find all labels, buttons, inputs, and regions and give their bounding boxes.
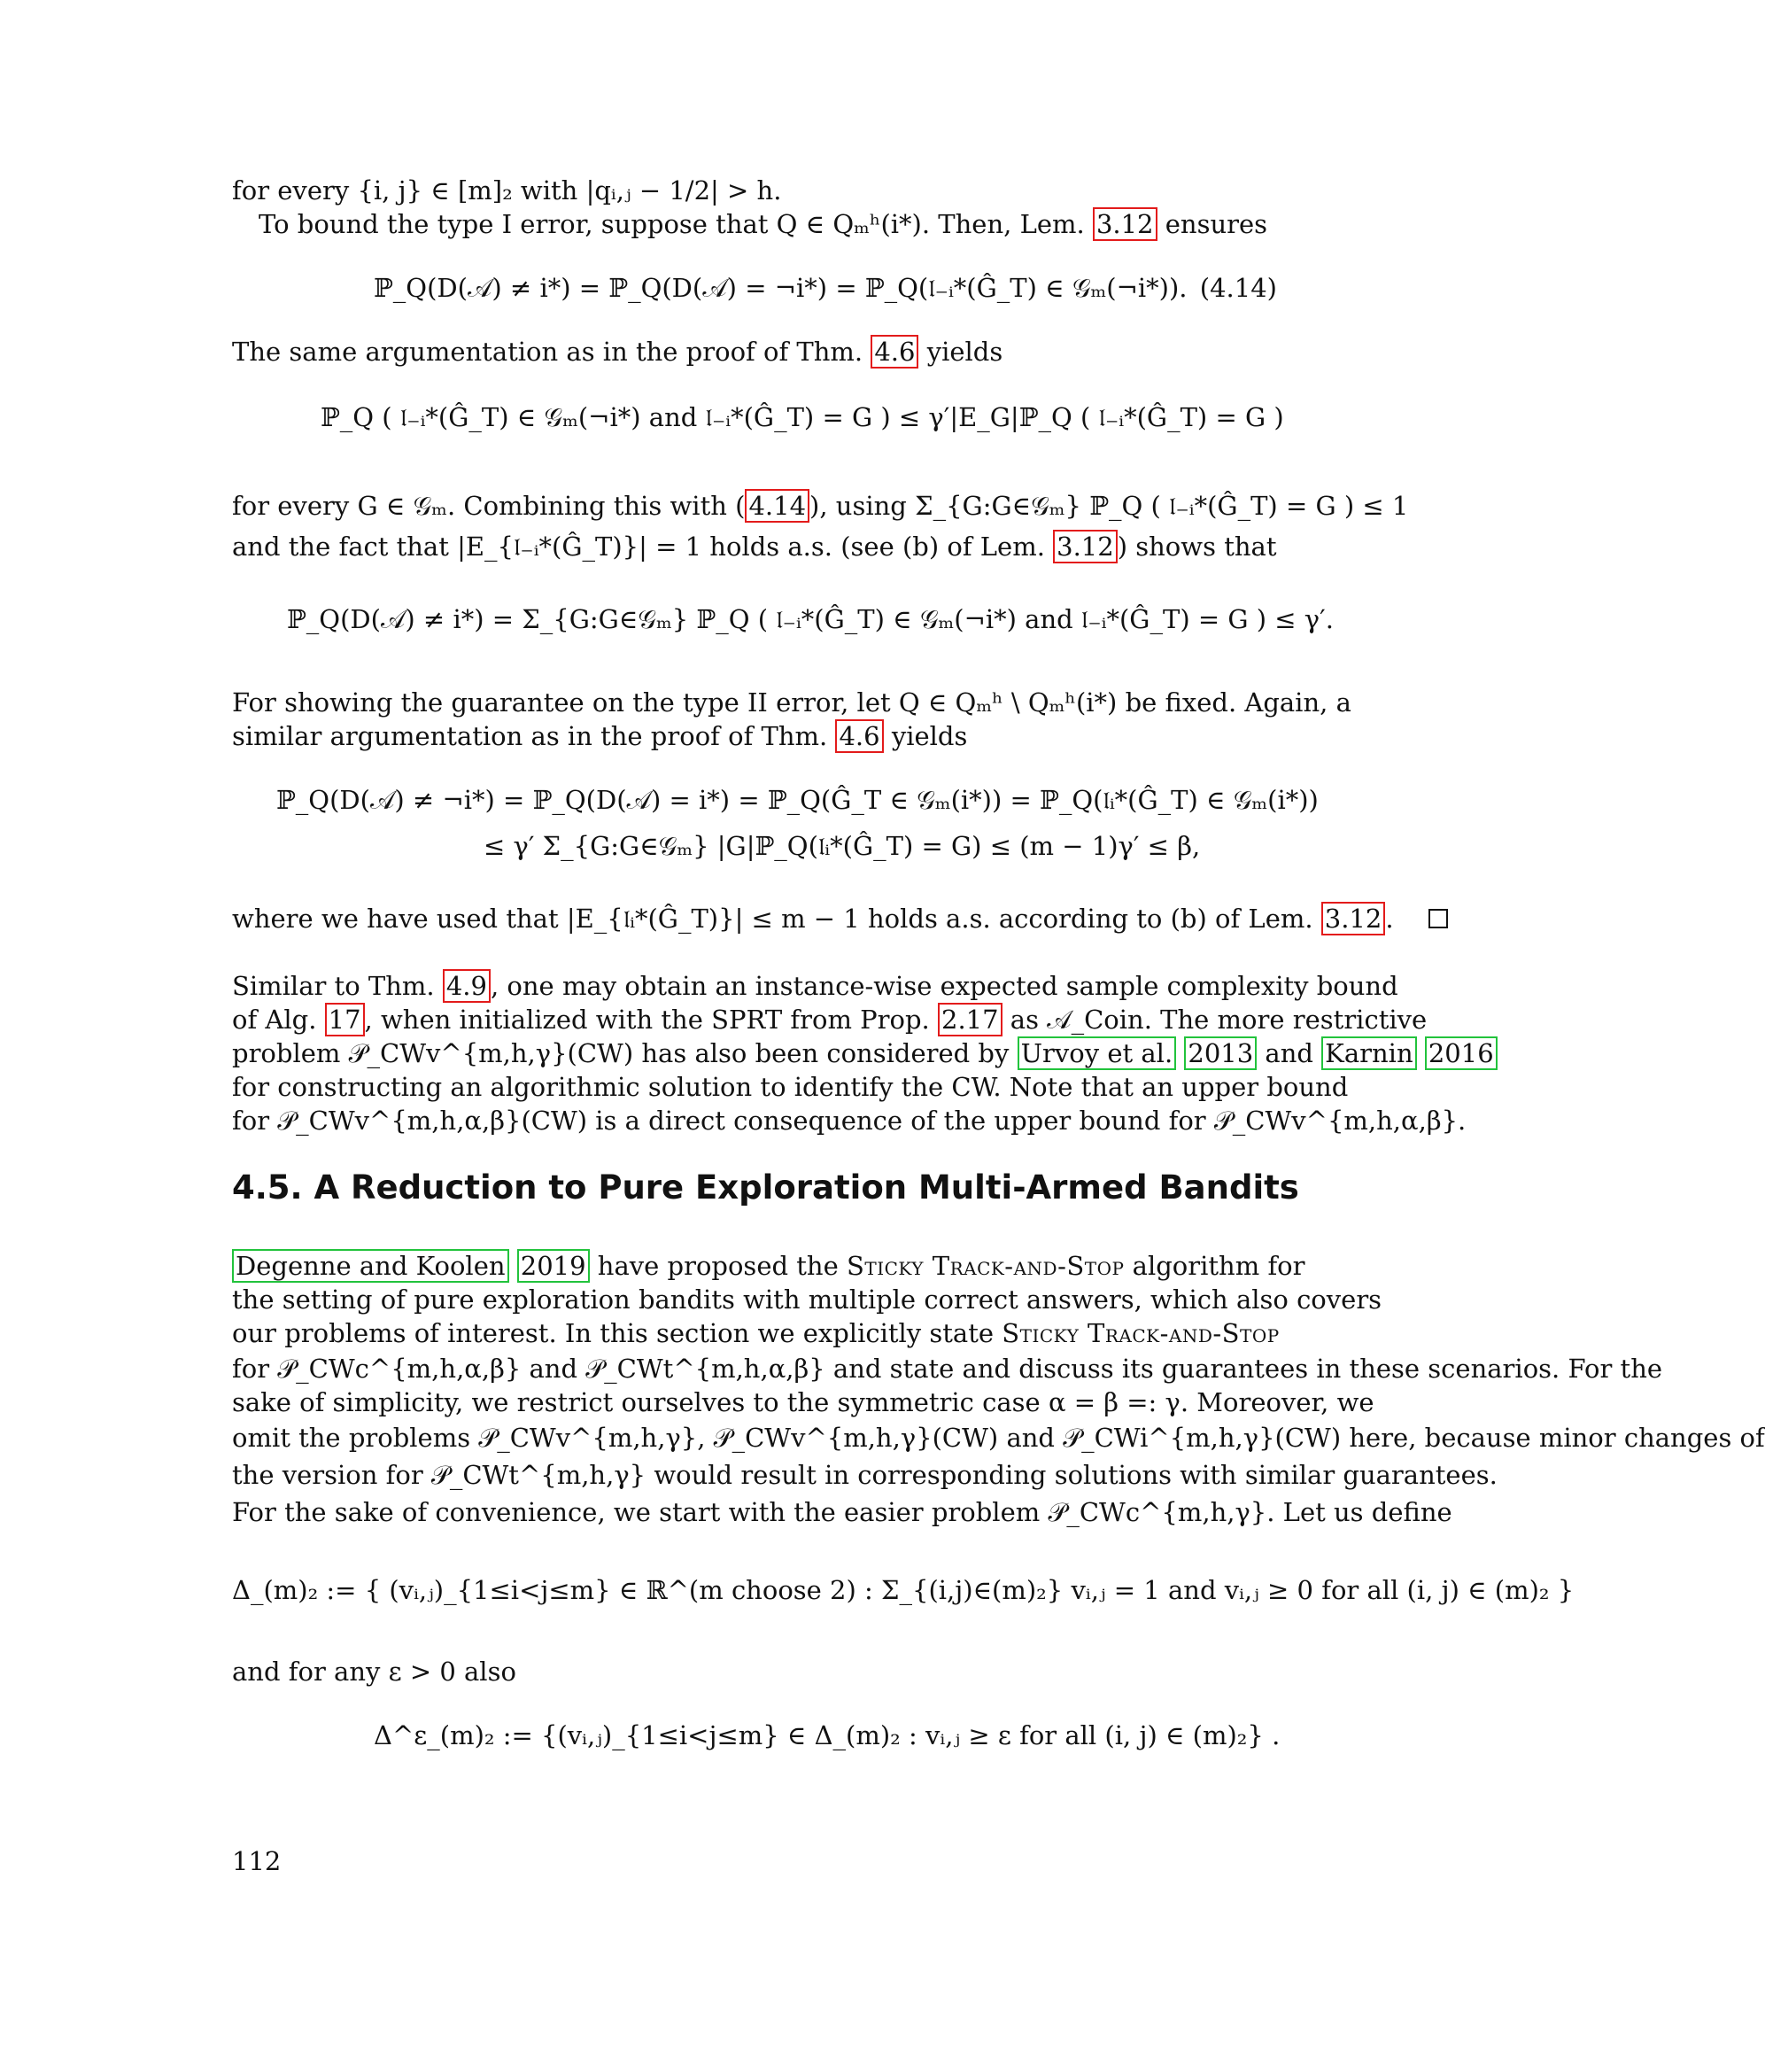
equation-4-14: ℙ_Q(D(𝒜) ≠ i*) = ℙ_Q(D(𝒜) = ¬i*) = ℙ_Q(𝔩₋ᵢ*(Ĝ_T) ∈ 𝒢ₘ(¬i*)). (4.14) xyxy=(374,273,1277,303)
display-equation-eps-simplex: Δ^ε_(m)₂ := {(vᵢ,ⱼ)_{1≤i<j≤m} ∈ Δ_(m)₂ : vᵢ,ⱼ ≥ ε for all (i, j) ∈ (m)₂} . xyxy=(374,1720,1281,1750)
equation-number: (4.14) xyxy=(1199,273,1277,303)
text-line: omit the problems 𝒫_CWv^{m,h,γ}, 𝒫_CWv^{m,h,γ}(CW) and 𝒫_CWi^{m,h,γ}(CW) here, because minor changes of xyxy=(232,1423,1765,1453)
citation-link[interactable]: Karnin xyxy=(1321,1036,1416,1070)
text-line: and the fact that |E_{𝔩₋ᵢ*(Ĝ_T)}| = 1 holds a.s. (see (b) of Lem. 3.12 ) shows that xyxy=(232,532,1277,562)
display-equation-simplex: Δ_(m)₂ := { (vᵢ,ⱼ)_{1≤i<j≤m} ∈ ℝ^(m choose 2) : Σ_{(i,j)∈(m)₂} vᵢ,ⱼ = 1 and vᵢ,ⱼ ≥ 0 for all (i, j) ∈ (m)₂ } xyxy=(232,1575,1575,1605)
display-equation: ℙ_Q ( 𝔩₋ᵢ*(Ĝ_T) ∈ 𝒢ₘ(¬i*) and 𝔩₋ᵢ*(Ĝ_T) = G ) ≤ γ′|E_G|ℙ_Q ( 𝔩₋ᵢ*(Ĝ_T) = G ) xyxy=(321,402,1284,432)
qed-square-icon xyxy=(1428,909,1448,928)
lemma-ref-link[interactable]: 3.12 xyxy=(1093,207,1157,241)
lemma-ref-link[interactable]: 3.12 xyxy=(1053,530,1118,563)
text-line: where we have used that |E_{𝔩ᵢ*(Ĝ_T)}| ≤ m − 1 holds a.s. according to (b) of Lem. 3.12 . xyxy=(232,902,1277,935)
text-line: sake of simplicity, we restrict ourselves to the symmetric case α = β =: γ. Moreover, we xyxy=(232,1387,1374,1417)
citation-link[interactable]: Urvoy et al. xyxy=(1018,1036,1177,1070)
text-line: for constructing an algorithmic solution to identify the CW. Note that an upper bound xyxy=(232,1072,1349,1102)
text-line: the version for 𝒫_CWt^{m,h,γ} would result in corresponding solutions with similar guarantees. xyxy=(232,1460,1498,1490)
text-line: for 𝒫_CWc^{m,h,α,β} and 𝒫_CWt^{m,h,α,β} and state and discuss its guarantees in these scenarios. For the xyxy=(232,1354,1663,1384)
theorem-ref-link[interactable]: 4.6 xyxy=(871,335,918,369)
theorem-ref-link[interactable]: 4.9 xyxy=(443,969,491,1003)
section-heading: 4.5. A Reduction to Pure Exploration Multi-Armed Bandits xyxy=(232,1168,1299,1207)
page-number: 112 xyxy=(232,1846,282,1876)
text-line: for every {i, j} ∈ [m]₂ with |qᵢ,ⱼ − 1/2| > h. xyxy=(232,175,782,206)
citation-link[interactable]: Degenne and Koolen xyxy=(232,1249,509,1283)
text-line: and for any ε > 0 also xyxy=(232,1657,516,1687)
text-line: of Alg. 17 , when initialized with the SPRT from Prop. 2.17 as 𝒜_Coin. The more restrictive xyxy=(232,1005,1428,1035)
display-equation-line-2: ≤ γ′ Σ_{G:G∈𝒢ₘ} |G|ℙ_Q(𝔩ᵢ*(Ĝ_T) = G) ≤ (m − 1)γ′ ≤ β, xyxy=(484,831,1201,861)
citation-year-link[interactable]: 2013 xyxy=(1184,1036,1257,1070)
theorem-ref-link[interactable]: 4.6 xyxy=(835,719,883,753)
proposition-ref-link[interactable]: 2.17 xyxy=(938,1003,1002,1036)
citation-year-link[interactable]: 2016 xyxy=(1425,1036,1498,1070)
text-line: Degenne and Koolen 2019 have proposed the Sticky Track-and-Stop algorithm for xyxy=(232,1249,1277,1283)
text-line: The same argumentation as in the proof of Thm. 4.6 yields xyxy=(232,337,1003,367)
text-line: the setting of pure exploration bandits with multiple correct answers, which also covers xyxy=(232,1284,1382,1315)
text-line: similar argumentation as in the proof of Thm. 4.6 yields xyxy=(232,721,968,751)
text-line: for every G ∈ 𝒢ₘ. Combining this with ( 4.14 ), using Σ_{G:G∈𝒢ₘ} ℙ_Q ( 𝔩₋ᵢ*(Ĝ_T) = G ) ≤ 1 xyxy=(232,491,1409,521)
text-line: For showing the guarantee on the type II error, let Q ∈ Qₘʰ \ Qₘʰ(i*) be fixed. Again, a xyxy=(232,687,1351,718)
text-line: our problems of interest. In this section we explicitly state Sticky Track-and-Stop xyxy=(232,1318,1280,1348)
text-line: To bound the type I error, suppose that Q ∈ Qₘʰ(i*). Then, Lem. 3.12 ensures xyxy=(259,209,1268,239)
citation-year-link[interactable]: 2019 xyxy=(517,1249,590,1283)
text-line: for 𝒫_CWv^{m,h,α,β}(CW) is a direct consequence of the upper bound for 𝒫_CWv^{m,h,α,β}. xyxy=(232,1106,1467,1136)
display-equation: ℙ_Q(D(𝒜) ≠ i*) = Σ_{G:G∈𝒢ₘ} ℙ_Q ( 𝔩₋ᵢ*(Ĝ_T) ∈ 𝒢ₘ(¬i*) and 𝔩₋ᵢ*(Ĝ_T) = G ) ≤ γ′. xyxy=(287,604,1334,634)
equation-ref-link[interactable]: 4.14 xyxy=(745,489,809,523)
text-line: For the sake of convenience, we start with the easier problem 𝒫_CWc^{m,h,γ}. Let us define xyxy=(232,1497,1452,1527)
text-line: Similar to Thm. 4.9 , one may obtain an instance-wise expected sample complexity bound xyxy=(232,971,1398,1001)
text-line: problem 𝒫_CWv^{m,h,γ}(CW) has also been considered by Urvoy et al. 2013 and Karnin 2016 xyxy=(232,1036,1277,1070)
algorithm-ref-link[interactable]: 17 xyxy=(325,1003,365,1036)
lemma-ref-link[interactable]: 3.12 xyxy=(1321,902,1386,935)
display-equation-line-1: ℙ_Q(D(𝒜) ≠ ¬i*) = ℙ_Q(D(𝒜) = i*) = ℙ_Q(Ĝ_T ∈ 𝒢ₘ(i*)) = ℙ_Q(𝔩ᵢ*(Ĝ_T) ∈ 𝒢ₘ(i*)) xyxy=(276,785,1319,815)
